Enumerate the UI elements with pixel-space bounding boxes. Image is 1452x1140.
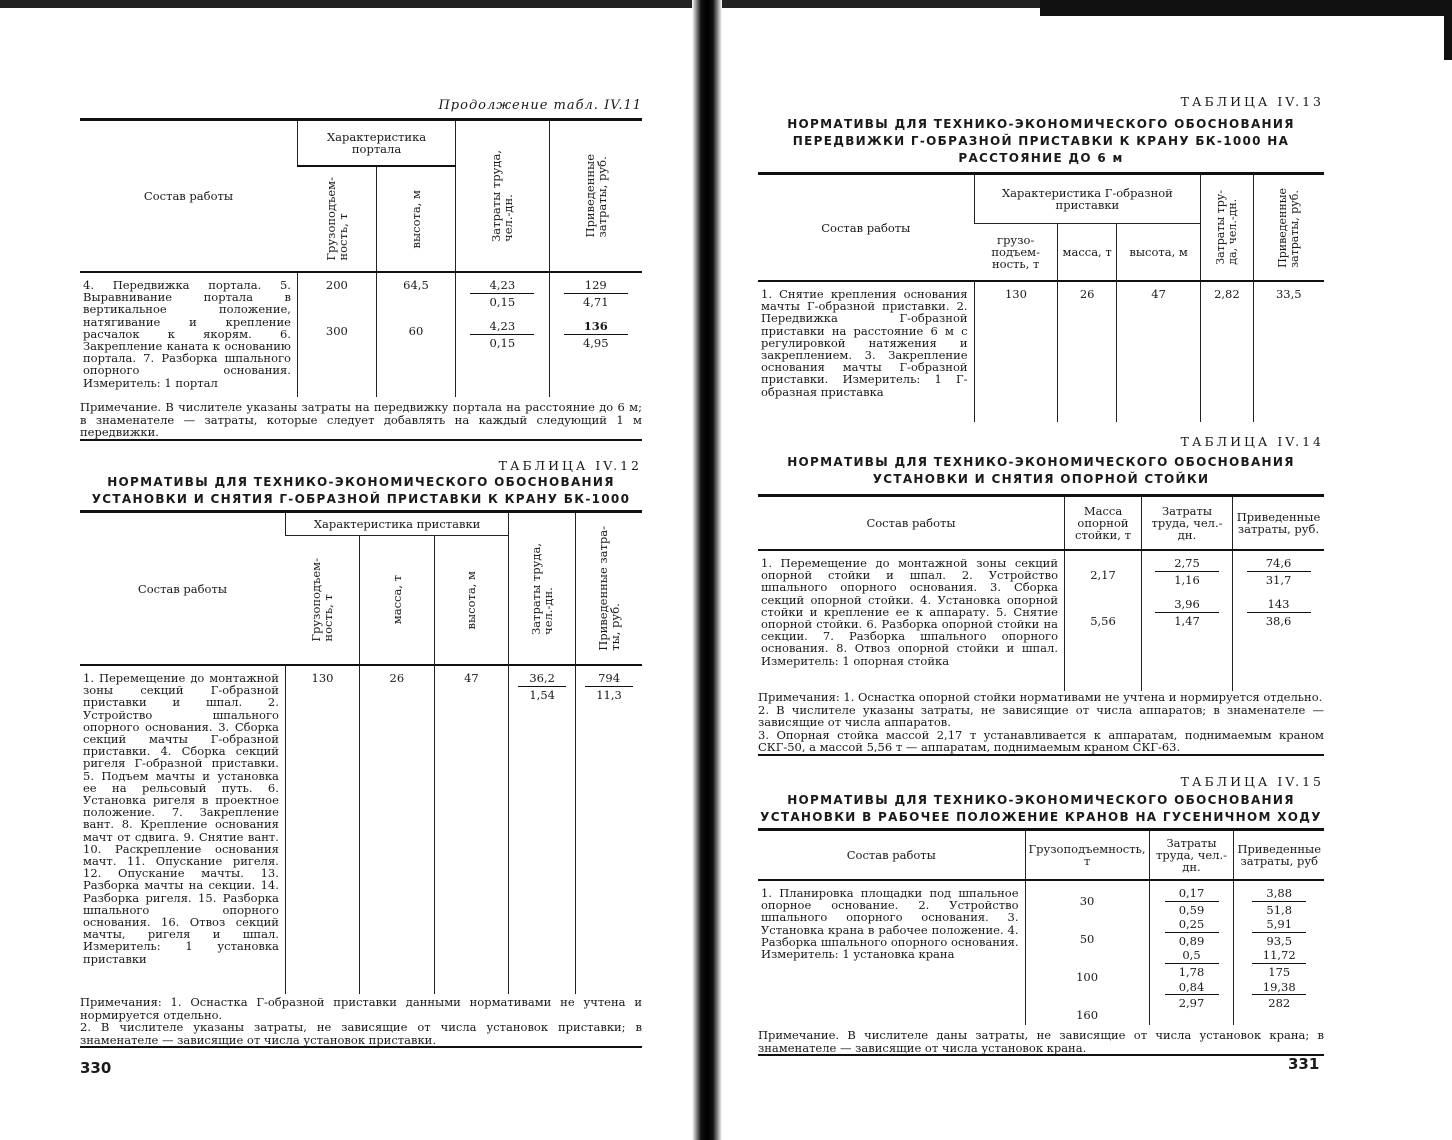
table-iv15-note: Примечание. В числителе даны затраты, не зависящие от числа установок крана; в знаменателе — зависящие от числа установок крана.: [758, 1025, 1324, 1056]
cost-values: 129 4,71 136 4,95: [549, 272, 642, 397]
scan-right-edge: [1444, 0, 1452, 60]
col-labor-header: Затраты труда, чел.-дн.: [1142, 496, 1233, 551]
col-load-header: грузо-подъем-ность, т: [991, 233, 1040, 271]
col-work-header: Состав работы: [758, 174, 974, 282]
col-height-header: высота, м: [376, 166, 455, 272]
table-row: [758, 550, 1324, 691]
table-iv14-note-1: Примечания: 1. Оснастка опорной стойки нормативами не учтена и нормируется отдельно.: [758, 690, 1323, 704]
col-labor-header: Затраты труда, чел.-дн.: [456, 120, 549, 273]
col-labor-header: Затраты труда, чел.-дн.: [1149, 830, 1234, 881]
table-iv15: [758, 828, 1324, 1056]
table-iv12: [80, 510, 642, 1048]
labor-value: 36,2 1,54: [509, 665, 576, 994]
table-iv14-note-2: 2. В числителе указаны затраты, не зависящие от числа аппаратов; в знаменателе — зависящие от числа аппаратов.: [758, 702, 1324, 730]
table-iv12-note-2: 2. В числителе указаны затраты, не зависящие от числа установок приставки; в знаменателе — зависящие от числа установок приставки.: [80, 1020, 642, 1047]
work-description: 1. Перемещение до монтажной зоны секций опорной стойки и шпал. 2. Устройство шпального опорного основания. 3. Сборка секций опорной стойки. 4. Установка опорной стойки и крепление ее к аппарату. 5. Снятие опорной стойки. 6. Разборка опорной стойки на секции. 7. Разборка шпального опорного основания. 8. Отвоз опорной стойки и шпал. Измеритель: 1 опорная стойка: [761, 556, 1058, 668]
col-load-header: Грузоподъем- ность, т: [323, 177, 350, 261]
work-description: 1. Планировка площадки под шпальное опорное основание. 2. Устройство шпального опорного основания. 3. Установка крана в рабочее положение. 4. Разборка шпального опорного основания. Измеритель: 1 установка крана: [761, 886, 1019, 962]
load-values: 200 300: [297, 272, 376, 397]
col-cost-header: Приведенные затра- ты, руб.: [576, 512, 642, 666]
table-iv14-caption: ТАБЛИЦА IV.14: [1180, 434, 1324, 449]
table-iv14: [758, 494, 1324, 756]
work-description: 1. Перемещение до монтажной зоны секций Г-образной приставки и шпал. 2. Устройство шпального опорного основания. 3. Сборка секций мачты Г-образной приставки. 4. Сборка секций ригеля Г-образной приставки. 5. Подъем мачты и установка ее на рельсовый путь. 6. Установка ригеля в проектное положение. 7. Закрепление вант. 8. Крепление основания мачт от сдвига. 9. Снятие вант. 10. Раскрепление основания мачт. 11. Опускание ригеля. 12. Опускание мачты. 13. Разборка мачты на секции. 14. Разборка ригеля. 15. Разборка шпального опорного основания. 16. Отвоз секций мачты, ригеля и шпал. Измеритель: 1 установка приставки: [83, 671, 279, 966]
col-labor-header: Затраты труда, чел.-дн.: [509, 512, 576, 666]
height-value: 47: [434, 665, 509, 994]
table-iv12-note-1: Примечания: 1. Оснастка Г-образной приставки данными нормативами не учтена и нормируется отдельно.: [80, 995, 642, 1022]
table-iv12-title: НОРМАТИВЫ ДЛЯ ТЕХНИКО-ЭКОНОМИЧЕСКОГО ОБОСНОВАНИЯ УСТАНОВКИ И СНЯТИЯ Г-ОБРАЗНОЙ ПРИСТАВКИ К КРАНУ БК-1000: [91, 475, 631, 506]
mass-value: 26: [1058, 281, 1117, 422]
table-iv14-note-3: 3. Опорная стойка массой 2,17 т устанавливается к аппаратам, поднимаемым краном СКГ-50, а массой 5,56 т — аппаратам, поднимаемым краном СКГ-63.: [758, 727, 1324, 755]
work-description: 4. Передвижка портала. 5. Выравнивание портала в вертикальное положение, натягивание и крепление расчалок к якорям. 6. Закрепление каната к основанию портала. 7. Разборка шпального опорного основания. Измеритель: 1 портал: [83, 278, 291, 390]
mass-value: 26: [360, 665, 435, 994]
col-mass-header: масса, т: [360, 536, 435, 666]
book-spine: [692, 0, 722, 1140]
cost-values: 3,88 51,8 5,91 93,5 11,72 175 19,38 282: [1234, 880, 1324, 1025]
group-header: Характеристика портала: [297, 120, 455, 167]
col-load-header: Грузоподъем- ность, т: [309, 558, 336, 642]
col-labor-header: Затраты тру- да, чел.-дн.: [1201, 174, 1253, 282]
group-header: Характеристика приставки: [285, 512, 508, 536]
labor-value: 2,82: [1201, 281, 1253, 422]
table-row: [758, 281, 1324, 422]
table-iv15-title: НОРМАТИВЫ ДЛЯ ТЕХНИКО-ЭКОНОМИЧЕСКОГО ОБОСНОВАНИЯ УСТАНОВКИ В РАБОЧЕЕ ПОЛОЖЕНИЕ КРАНОВ НА ГУСЕНИЧНОМ ХОДУ: [760, 793, 1322, 824]
group-header: Характеристика Г-образной приставки: [974, 174, 1201, 224]
col-work-header: Состав работы: [866, 516, 956, 530]
col-height-header: высота, м: [1116, 224, 1200, 282]
labor-values: 0,17 0,59 0,25 0,89 0,5 1,78 0,84 2,97: [1149, 880, 1234, 1025]
col-mass-header: масса, т: [1058, 224, 1117, 282]
load-values: 30 50 100 160: [1025, 880, 1149, 1025]
col-work-header: Состав работы: [80, 512, 285, 666]
col-work-header: Состав работы: [846, 848, 936, 862]
col-mass-header: Масса опорной стойки, т: [1065, 496, 1142, 551]
col-height-header: высота, м: [434, 536, 509, 666]
table-iv11: [80, 118, 642, 441]
table-iv13-caption: ТАБЛИЦА IV.13: [1180, 94, 1324, 109]
cost-value: 794 11,3: [576, 665, 642, 994]
scan-top-edge-right: [1040, 0, 1452, 16]
labor-values: 4,23 0,15 4,23 0,15: [456, 272, 549, 397]
cost-values: 74,6 31,7 143 38,6: [1233, 550, 1325, 691]
mass-values: 2,17 5,56: [1065, 550, 1142, 691]
continuation-caption: Продолжение табл. IV.11: [438, 98, 642, 113]
col-cost-header: Приведенные затраты, руб.: [549, 120, 642, 273]
table-iv13-title: НОРМАТИВЫ ДЛЯ ТЕХНИКО-ЭКОНОМИЧЕСКОГО ОБОСНОВАНИЯ ПЕРЕДВИЖКИ Г-ОБРАЗНОЙ ПРИСТАВКИ К КРАНУ БК-1000 НА РАССТОЯНИЕ ДО 6 м: [787, 117, 1295, 165]
cost-value: 33,5: [1253, 281, 1324, 422]
table-row: [80, 272, 642, 397]
table-iv12-caption: ТАБЛИЦА IV.12: [498, 458, 642, 473]
col-cost-header: Приведенные затраты, руб.: [1253, 174, 1324, 282]
table-iv11-note: Примечание. В числителе указаны затраты на передвижку портала на расстояние до 6 м; в знаменателе — затраты, которые следует добавлять на каждый следующий 1 м передвижки.: [80, 397, 642, 441]
work-description: 1. Снятие крепления основания мачты Г-образной приставки. 2. Передвижка Г-образной приставки на расстояние 6 м с регулировкой натяжения и закреплением. 3. Закрепление основания мачты Г-образной приставки. Измеритель: 1 Г-образная приставка: [761, 287, 968, 399]
table-iv13: [758, 172, 1324, 422]
col-cost-header: Приведенные затраты, руб: [1234, 830, 1324, 881]
page-number-right: 331: [1288, 1055, 1320, 1073]
height-value: 47: [1116, 281, 1200, 422]
table-iv15-caption: ТАБЛИЦА IV.15: [1180, 774, 1324, 789]
table-row: [80, 665, 642, 994]
table-row: [758, 880, 1324, 1025]
col-load-header: Грузоподъемность, т: [1025, 830, 1149, 881]
height-values: 64,5 60: [376, 272, 455, 397]
table-iv14-title: НОРМАТИВЫ ДЛЯ ТЕХНИКО-ЭКОНОМИЧЕСКОГО ОБОСНОВАНИЯ УСТАНОВКИ И СНЯТИЯ ОПОРНОЙ СТОЙКИ: [787, 455, 1295, 486]
load-value: 130: [974, 281, 1058, 422]
col-work-header: Состав работы: [143, 189, 234, 203]
load-value: 130: [285, 665, 359, 994]
page-number-left: 330: [80, 1059, 112, 1077]
labor-values: 2,75 1,16 3,96 1,47: [1142, 550, 1233, 691]
col-cost-header: Приведенные затраты, руб.: [1233, 496, 1325, 551]
